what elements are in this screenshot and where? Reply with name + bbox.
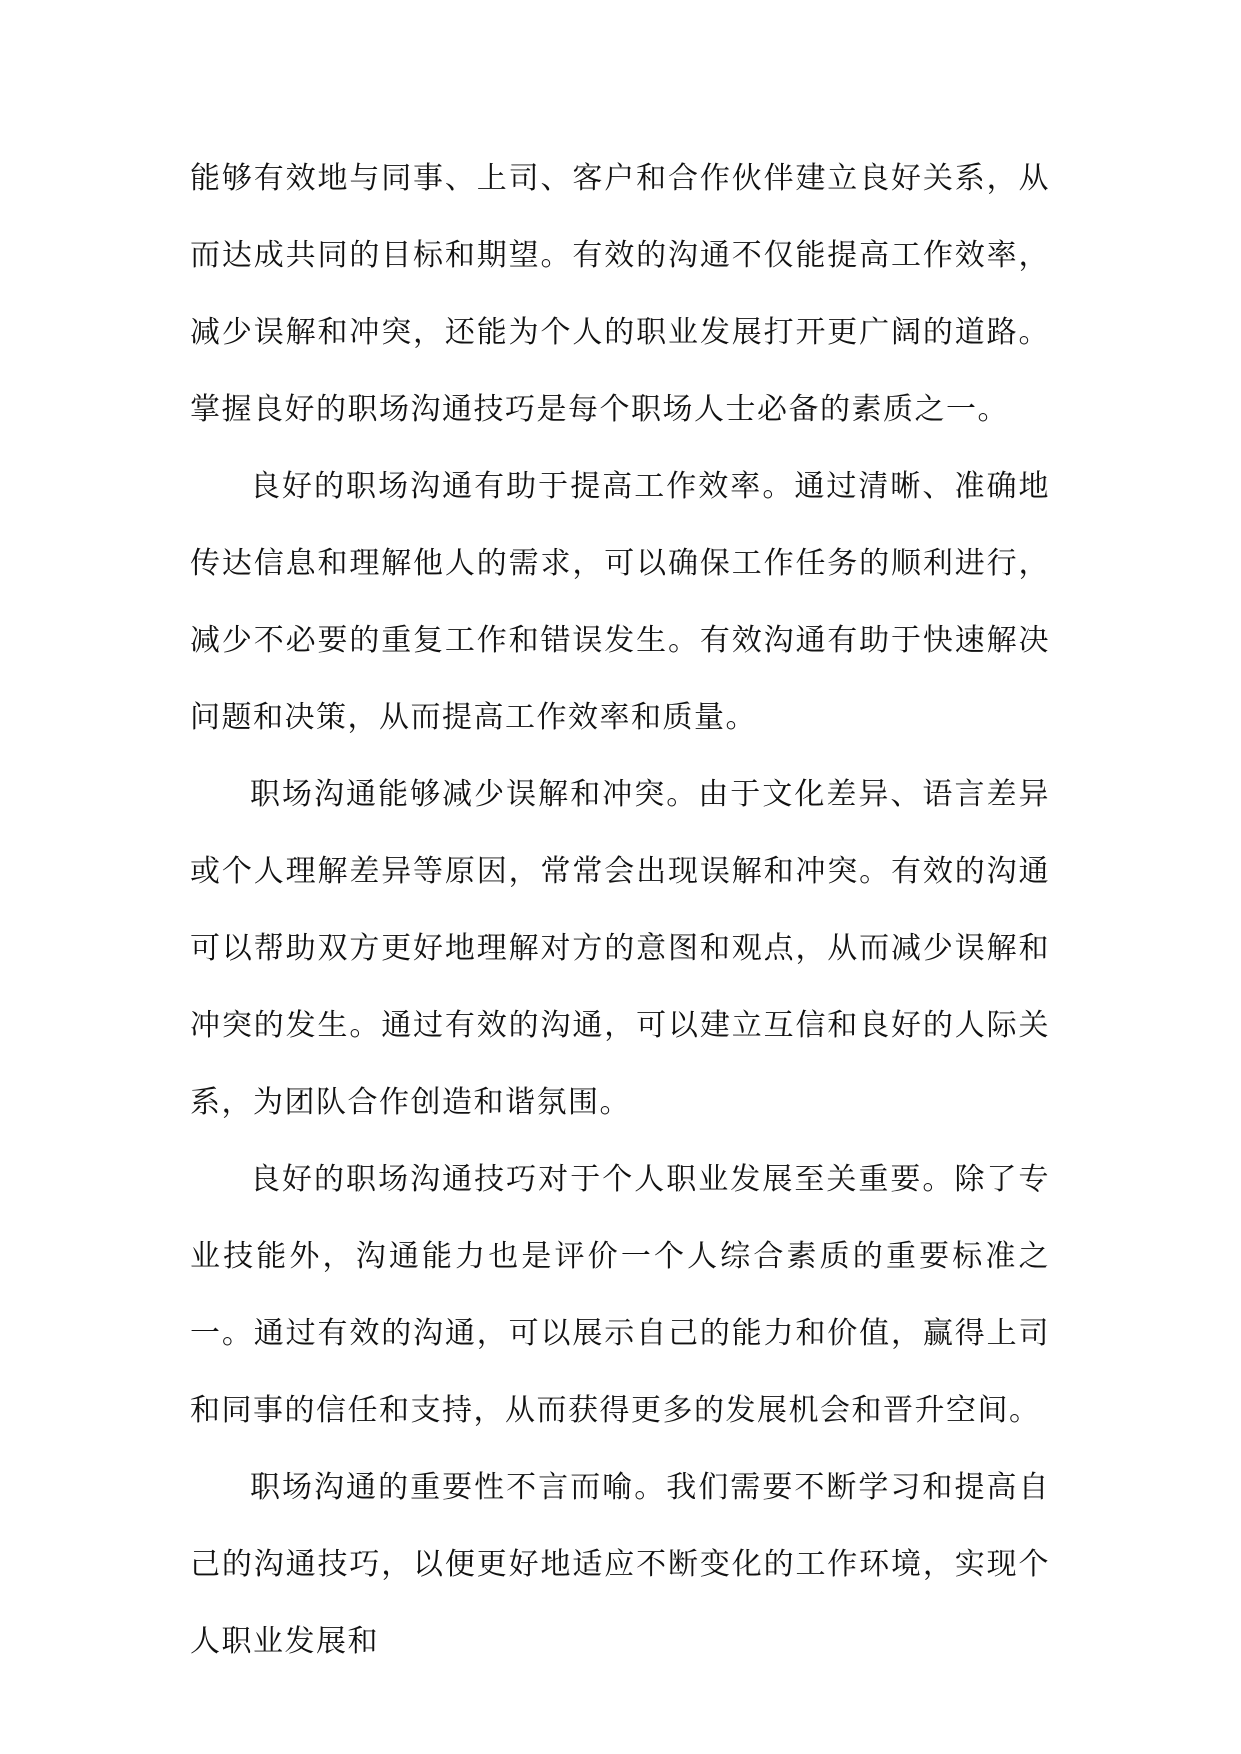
paragraph-work-efficiency: 良好的职场沟通有助于提高工作效率。通过清晰、准确地传达信息和理解他人的需求，可以确保工作任务的顺利进行，减少不必要的重复工作和错误发生。有效沟通有助于快速解决问题和决策，从而提高工作效率和质量。 — [190, 469, 1050, 735]
document-body — [190, 140, 1050, 1680]
paragraph-career-development: 良好的职场沟通技巧对于个人职业发展至关重要。除了专业技能外，沟通能力也是评价一个人综合素质的重要标准之一。通过有效的沟通，可以展示自己的能力和价值，赢得上司和同事的信任和支持，从而获得更多的发展机会和晋升空间。 — [190, 1162, 1050, 1428]
paragraph-reduce-conflict: 职场沟通能够减少误解和冲突。由于文化差异、语言差异或个人理解差异等原因，常常会出现误解和冲突。有效的沟通可以帮助双方更好地理解对方的意图和观点，从而减少误解和冲突的发生。通过有效的沟通，可以建立互信和良好的人际关系，为团队合作创造和谐氛围。 — [190, 777, 1050, 1120]
paragraph-continuation: 能够有效地与同事、上司、客户和合作伙伴建立良好关系，从而达成共同的目标和期望。有效的沟通不仅能提高工作效率，减少误解和冲突，还能为个人的职业发展打开更广阔的道路。掌握良好的职场沟通技巧是每个职场人士必备的素质之一。 — [190, 161, 1050, 427]
paragraph-conclusion: 职场沟通的重要性不言而喻。我们需要不断学习和提高自己的沟通技巧，以便更好地适应不断变化的工作环境，实现个人职业发展和 — [190, 1470, 1050, 1659]
